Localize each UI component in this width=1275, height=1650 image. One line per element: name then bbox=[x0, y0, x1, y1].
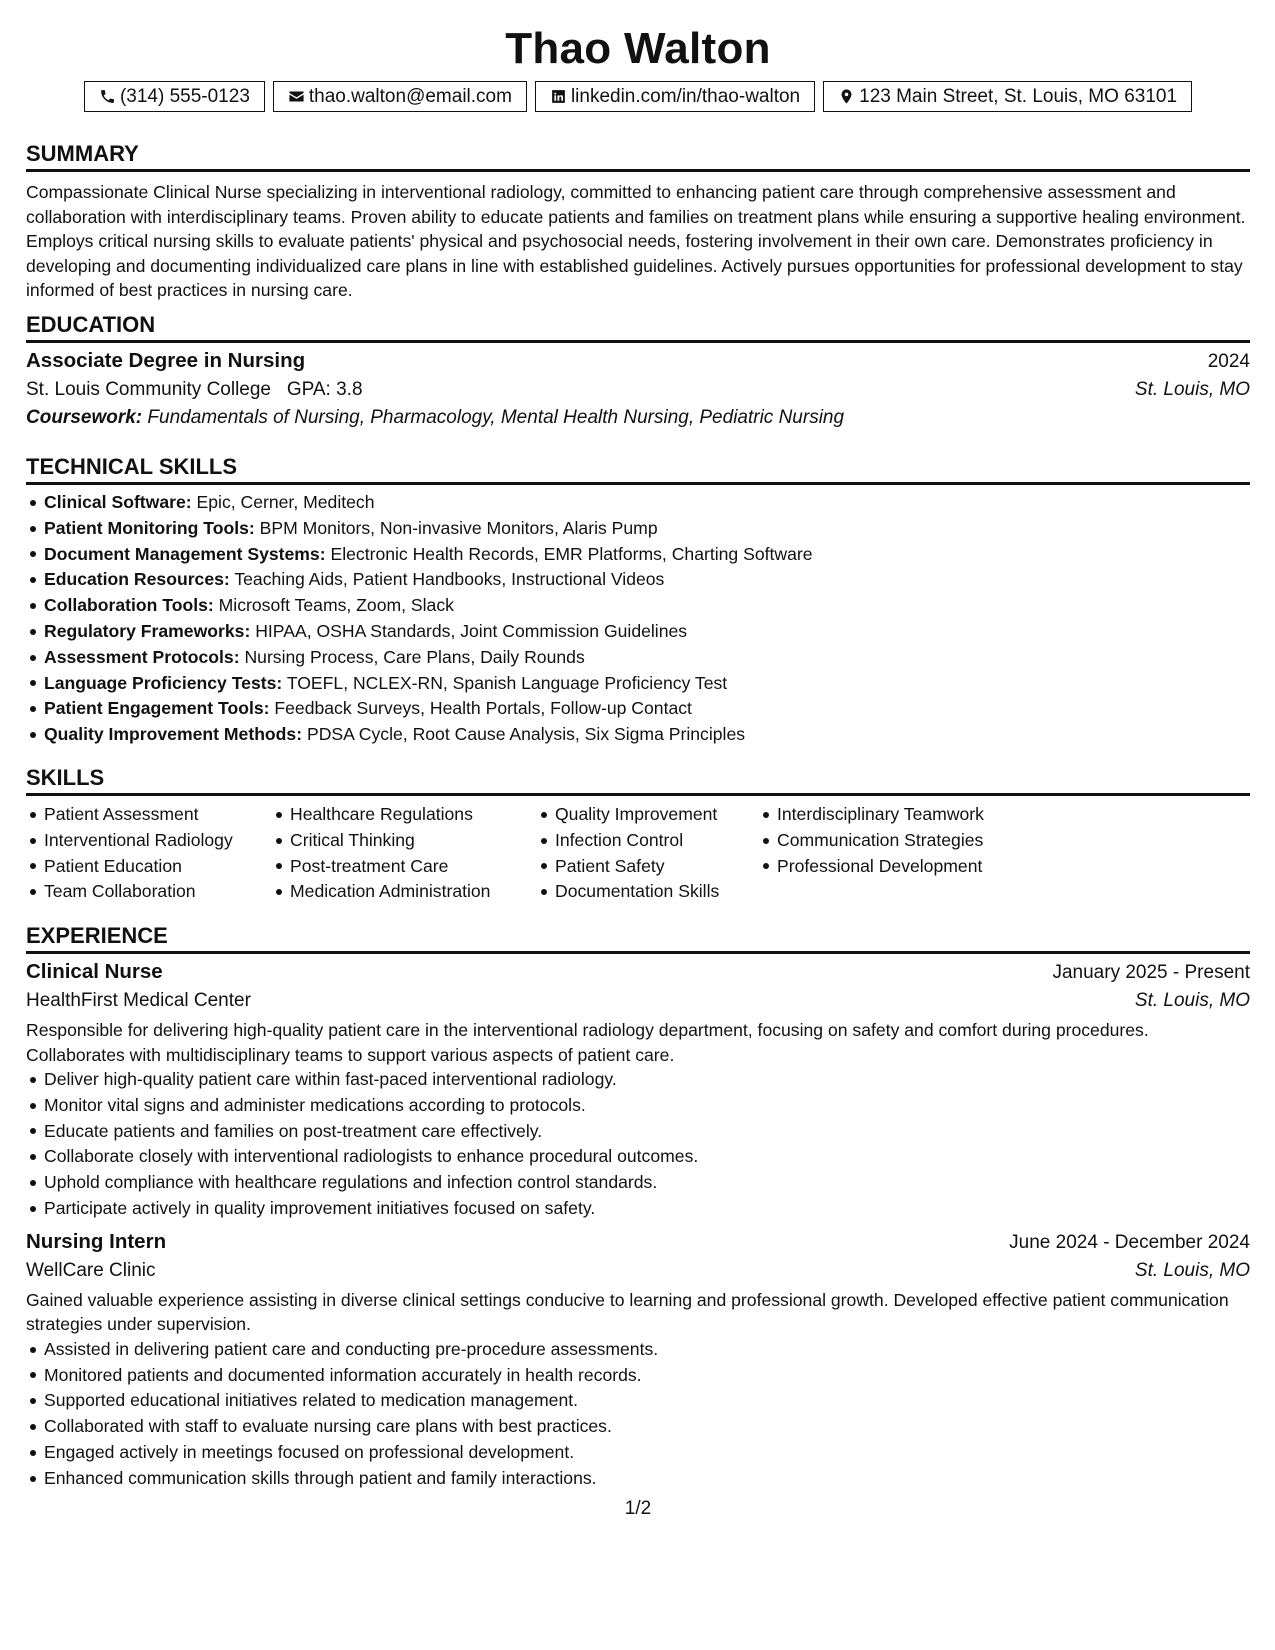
list-item bbox=[26, 722, 1250, 748]
company-name: HealthFirst Medical Center bbox=[26, 990, 251, 1011]
map-pin-icon bbox=[838, 88, 855, 105]
list-item: Collaborate closely with interventional radiologists to enhance procedural outcomes. bbox=[26, 1144, 1250, 1170]
contact-address[interactable] bbox=[823, 81, 1192, 112]
list-item: Post-treatment Care bbox=[272, 854, 537, 880]
section-title-education: EDUCATION bbox=[26, 311, 1250, 343]
education-section bbox=[26, 311, 1250, 429]
list-item: Documentation Skills bbox=[537, 879, 759, 905]
job-company-row bbox=[26, 990, 1250, 1012]
list-item: Monitored patients and documented information accurately in health records. bbox=[26, 1363, 1250, 1389]
degree-name: Associate Degree in Nursing bbox=[26, 349, 306, 372]
list-item: Patient Education bbox=[26, 854, 272, 880]
skills-column-1 bbox=[26, 802, 272, 905]
list-item: Patient Safety bbox=[537, 854, 759, 880]
job-title: Clinical Nurse bbox=[26, 960, 163, 983]
job-title: Nursing Intern bbox=[26, 1229, 167, 1253]
list-item bbox=[26, 490, 1250, 516]
page-number: 1/2 bbox=[624, 1498, 652, 1519]
list-item: Healthcare Regulations bbox=[272, 802, 537, 828]
coursework-list: Fundamentals of Nursing, Pharmacology, Mental Health Nursing, Pediatric Nursing bbox=[147, 407, 845, 428]
list-item: Monitor vital signs and administer medications according to protocols. bbox=[26, 1093, 1250, 1119]
list-item: Professional Development bbox=[759, 854, 1059, 880]
candidate-name: Thao Walton bbox=[505, 24, 771, 73]
skill-label: Collaboration Tools: bbox=[44, 595, 214, 616]
education-row bbox=[26, 349, 1250, 373]
skill-value: Microsoft Teams, Zoom, Slack bbox=[218, 595, 454, 616]
section-title-skills: SKILLS bbox=[26, 764, 1250, 796]
list-item: Deliver high-quality patient care within fast-paced interventional radiology. bbox=[26, 1067, 1250, 1093]
list-item: Supported educational initiatives related to medication management. bbox=[26, 1388, 1250, 1414]
gpa: GPA: 3.8 bbox=[286, 379, 363, 400]
skill-value: Feedback Surveys, Health Portals, Follow-up Contact bbox=[274, 698, 692, 719]
experience-section bbox=[26, 922, 1250, 1492]
skill-value: TOEFL, NCLEX-RN, Spanish Language Proficiency Test bbox=[286, 672, 728, 693]
skill-value: Epic, Cerner, Meditech bbox=[196, 492, 375, 512]
job-description: Gained valuable experience assisting in diverse clinical settings conducive to learning and professional growth. Developed effective patient communication strategies under supervision. bbox=[26, 1289, 1229, 1335]
skill-label: Language Proficiency Tests: bbox=[44, 672, 283, 693]
list-item: Educate patients and families on post-treatment care effectively. bbox=[26, 1119, 1250, 1145]
section-title-summary: SUMMARY bbox=[26, 140, 1250, 172]
list-item bbox=[26, 671, 1250, 697]
school-name: St. Louis Community College bbox=[26, 379, 271, 400]
job-header-row bbox=[26, 960, 1250, 984]
list-item bbox=[26, 593, 1250, 619]
skills-column-3 bbox=[537, 802, 759, 905]
list-item bbox=[26, 619, 1250, 645]
skills-column-4 bbox=[759, 802, 1059, 905]
job-header-row bbox=[26, 1230, 1250, 1254]
contact-row bbox=[26, 81, 1250, 112]
school-row bbox=[26, 379, 1250, 401]
job-entry bbox=[26, 1230, 1250, 1492]
section-title-experience: EXPERIENCE bbox=[26, 922, 1250, 954]
list-item: Enhanced communication skills through patient and family interactions. bbox=[26, 1466, 1250, 1492]
graduation-year: 2024 bbox=[1207, 351, 1250, 372]
list-item bbox=[26, 645, 1250, 671]
skill-label: Patient Engagement Tools: bbox=[44, 698, 270, 719]
list-item: Communication Strategies bbox=[759, 828, 1059, 854]
job-bullets bbox=[26, 1067, 1250, 1222]
skill-value: Teaching Aids, Patient Handbooks, Instructional Videos bbox=[234, 569, 665, 590]
list-item: Patient Assessment bbox=[26, 802, 272, 828]
list-item: Team Collaboration bbox=[26, 879, 272, 905]
skill-label: Patient Monitoring Tools: bbox=[44, 517, 255, 538]
coursework-line bbox=[26, 407, 1250, 429]
skill-value: Nursing Process, Care Plans, Daily Rounds bbox=[244, 646, 585, 667]
technical-skills-section bbox=[26, 453, 1250, 748]
summary-text: Compassionate Clinical Nurse specializing in interventional radiology, committed to enhancing patient care through comprehensive assessment and collaboration with interdisciplinary teams. Proven ability to educate patients and families on treatment plans while ensuring a supportive healing environment. Employs critical nursing skills to evaluate patients' physical and psychosocial needs, fostering involvement in their own care. Demonstrates proficiency in developing and documenting individualized care plans in line with established guidelines. Actively pursues opportunities for professional development to stay informed of best practices in nursing care. bbox=[26, 182, 1246, 300]
job-dates: January 2025 - Present bbox=[1052, 962, 1250, 983]
skill-label: Clinical Software: bbox=[44, 492, 192, 512]
linkedin-text: linkedin.com/in/thao-walton bbox=[570, 85, 801, 107]
list-item: Infection Control bbox=[537, 828, 759, 854]
school-location: St. Louis, MO bbox=[1134, 379, 1250, 400]
list-item: Engaged actively in meetings focused on professional development. bbox=[26, 1440, 1250, 1466]
job-entry bbox=[26, 960, 1250, 1222]
phone-icon bbox=[99, 88, 116, 105]
skill-value: PDSA Cycle, Root Cause Analysis, Six Sigma Principles bbox=[306, 724, 746, 745]
skill-label: Quality Improvement Methods: bbox=[44, 724, 303, 745]
company-name: WellCare Clinic bbox=[26, 1259, 156, 1281]
skill-value: BPM Monitors, Non-invasive Monitors, Alaris Pump bbox=[259, 517, 658, 538]
job-location: St. Louis, MO bbox=[1134, 990, 1250, 1011]
job-dates: June 2024 - December 2024 bbox=[1009, 1231, 1250, 1253]
list-item: Interventional Radiology bbox=[26, 828, 272, 854]
skills-section bbox=[26, 764, 1250, 905]
list-item: Medication Administration bbox=[272, 879, 537, 905]
list-item bbox=[26, 516, 1250, 542]
list-item: Critical Thinking bbox=[272, 828, 537, 854]
list-item bbox=[26, 696, 1250, 722]
school-info bbox=[26, 379, 363, 401]
job-description: Responsible for delivering high-quality patient care in the interventional radiology department, focusing on safety and comfort during procedures. Collaborates with multidisciplinary teams to support various aspects of patient care. bbox=[26, 1020, 1149, 1065]
summary-section bbox=[26, 140, 1250, 303]
skill-label: Education Resources: bbox=[44, 569, 230, 590]
skill-value: Electronic Health Records, EMR Platforms, Charting Software bbox=[330, 543, 813, 564]
email-text: thao.walton@email.com bbox=[308, 85, 512, 107]
contact-phone[interactable] bbox=[84, 81, 265, 112]
list-item: Uphold compliance with healthcare regulations and infection control standards. bbox=[26, 1170, 1250, 1196]
coursework-label: Coursework: bbox=[26, 407, 143, 428]
list-item bbox=[26, 567, 1250, 593]
section-title-technical-skills: TECHNICAL SKILLS bbox=[26, 453, 1250, 485]
contact-linkedin[interactable] bbox=[535, 81, 815, 112]
skills-column-2 bbox=[272, 802, 537, 905]
skill-label: Regulatory Frameworks: bbox=[44, 620, 251, 641]
skill-label: Assessment Protocols: bbox=[44, 646, 240, 667]
envelope-icon bbox=[288, 88, 305, 105]
linkedin-icon bbox=[550, 88, 567, 105]
phone-text: (314) 555-0123 bbox=[119, 85, 250, 107]
contact-email[interactable] bbox=[273, 81, 527, 112]
skill-label: Document Management Systems: bbox=[44, 543, 326, 564]
job-bullets bbox=[26, 1337, 1250, 1492]
list-item bbox=[26, 542, 1250, 568]
job-location: St. Louis, MO bbox=[1134, 1259, 1250, 1281]
skill-value: HIPAA, OSHA Standards, Joint Commission Guidelines bbox=[255, 620, 688, 641]
job-company-row bbox=[26, 1260, 1250, 1282]
list-item: Collaborated with staff to evaluate nursing care plans with best practices. bbox=[26, 1414, 1250, 1440]
skills-grid bbox=[26, 802, 1250, 905]
resume-page bbox=[26, 0, 1250, 1650]
technical-skills-list bbox=[26, 490, 1250, 748]
address-text: 123 Main Street, St. Louis, MO 63101 bbox=[859, 85, 1178, 107]
list-item: Quality Improvement bbox=[537, 802, 759, 828]
list-item: Interdisciplinary Teamwork bbox=[759, 802, 1059, 828]
list-item: Participate actively in quality improvement initiatives focused on safety. bbox=[26, 1196, 1250, 1222]
list-item: Assisted in delivering patient care and conducting pre-procedure assessments. bbox=[26, 1337, 1250, 1363]
